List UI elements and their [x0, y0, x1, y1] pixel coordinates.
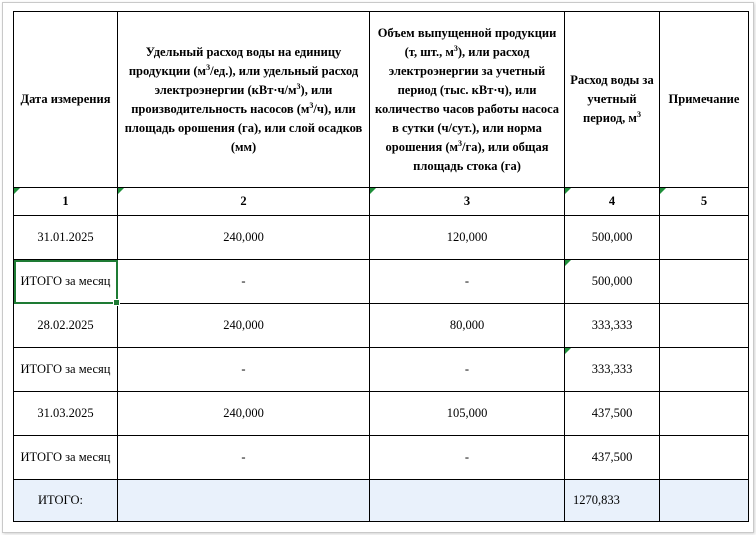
- cell-note[interactable]: [660, 304, 749, 348]
- header-3-part-b: ), или расход электроэнергии за учетный период (тыс. кВт·ч), или количество часов работы насоса в сутки (ч/сут.), или норма орошения (м: [374, 44, 560, 154]
- total-specific-consumption[interactable]: [118, 480, 370, 522]
- header-3-part-c: /га), или общая площадь стока (га): [413, 139, 549, 173]
- cell-date[interactable]: ИТОГО за месяц: [14, 436, 118, 480]
- sup: 3: [296, 81, 301, 91]
- cell-note[interactable]: [660, 436, 749, 480]
- header-2-part-a: Удельный расход воды на единицу продукции (м: [128, 44, 342, 78]
- column-number-5[interactable]: 5: [660, 188, 749, 216]
- cell-specific-consumption[interactable]: 240,000: [118, 216, 370, 260]
- sup: 3: [206, 62, 211, 72]
- cell-note[interactable]: [660, 216, 749, 260]
- cell-water-consumption[interactable]: 333,333: [565, 348, 660, 392]
- table-row: [14, 216, 749, 260]
- cell-date[interactable]: 31.01.2025: [14, 216, 118, 260]
- header-specific-consumption[interactable]: [118, 12, 370, 188]
- header-note-label: Примечание: [668, 92, 740, 106]
- cell-water-consumption[interactable]: 333,333: [565, 304, 660, 348]
- table-row: [14, 304, 749, 348]
- sup: 3: [309, 100, 314, 110]
- header-date-label: Дата измерения: [20, 92, 111, 106]
- cell-output-volume[interactable]: -: [370, 436, 565, 480]
- cell-note[interactable]: [660, 348, 749, 392]
- table-row: [14, 436, 749, 480]
- cell-water-consumption[interactable]: 500,000: [565, 260, 660, 304]
- cell-date[interactable]: 28.02.2025: [14, 304, 118, 348]
- column-number-4[interactable]: 4: [565, 188, 660, 216]
- header-output-volume[interactable]: [370, 12, 565, 188]
- column-number-3[interactable]: 3: [370, 188, 565, 216]
- table-row: [14, 260, 749, 304]
- header-2-part-d: /ч), или площадь орошения (га), или слой осадков (мм): [124, 101, 363, 154]
- header-date[interactable]: [14, 12, 118, 188]
- cell-date[interactable]: 31.03.2025: [14, 392, 118, 436]
- total-row: [14, 480, 749, 522]
- header-2-part-b: /ед.), или удельный расход электроэнергии (кВт·ч/м: [154, 63, 359, 97]
- cell-output-volume[interactable]: 80,000: [370, 304, 565, 348]
- total-note[interactable]: [660, 480, 749, 522]
- total-label[interactable]: ИТОГО:: [14, 480, 118, 522]
- cell-note[interactable]: [660, 260, 749, 304]
- table-row: [14, 392, 749, 436]
- cell-water-consumption[interactable]: 437,500: [565, 436, 660, 480]
- header-2-part-c: ), или производительность насосов (м: [131, 82, 333, 116]
- spreadsheet-frame: [2, 2, 754, 533]
- cell-output-volume[interactable]: 105,000: [370, 392, 565, 436]
- cell-specific-consumption[interactable]: 240,000: [118, 304, 370, 348]
- cell-specific-consumption[interactable]: 240,000: [118, 392, 370, 436]
- sup: 3: [453, 43, 458, 53]
- total-output-volume[interactable]: [370, 480, 565, 522]
- cell-specific-consumption[interactable]: -: [118, 436, 370, 480]
- cell-water-consumption[interactable]: 500,000: [565, 216, 660, 260]
- header-note[interactable]: [660, 12, 749, 188]
- water-usage-table: [13, 11, 749, 522]
- sup: 3: [458, 138, 463, 148]
- cell-specific-consumption[interactable]: -: [118, 348, 370, 392]
- cell-output-volume[interactable]: -: [370, 260, 565, 304]
- cell-date-selected[interactable]: ИТОГО за месяц: [14, 260, 118, 304]
- header-water-consumption[interactable]: [565, 12, 660, 188]
- header-4-label: Расход воды за учетный период, м: [570, 73, 654, 125]
- cell-output-volume[interactable]: -: [370, 348, 565, 392]
- table-row: [14, 348, 749, 392]
- cell-water-consumption[interactable]: 437,500: [565, 392, 660, 436]
- cell-date[interactable]: ИТОГО за месяц: [14, 348, 118, 392]
- cell-output-volume[interactable]: 120,000: [370, 216, 565, 260]
- cell-specific-consumption[interactable]: -: [118, 260, 370, 304]
- cell-note[interactable]: [660, 392, 749, 436]
- column-number-1[interactable]: 1: [14, 188, 118, 216]
- header-3-part-a: Объем выпущенной продукции (т, шт., м: [377, 25, 557, 59]
- sup: 3: [636, 109, 641, 119]
- column-number-2[interactable]: 2: [118, 188, 370, 216]
- total-water-consumption[interactable]: 1270,833: [565, 480, 660, 522]
- column-number-row: [14, 188, 749, 216]
- header-row: [14, 12, 749, 188]
